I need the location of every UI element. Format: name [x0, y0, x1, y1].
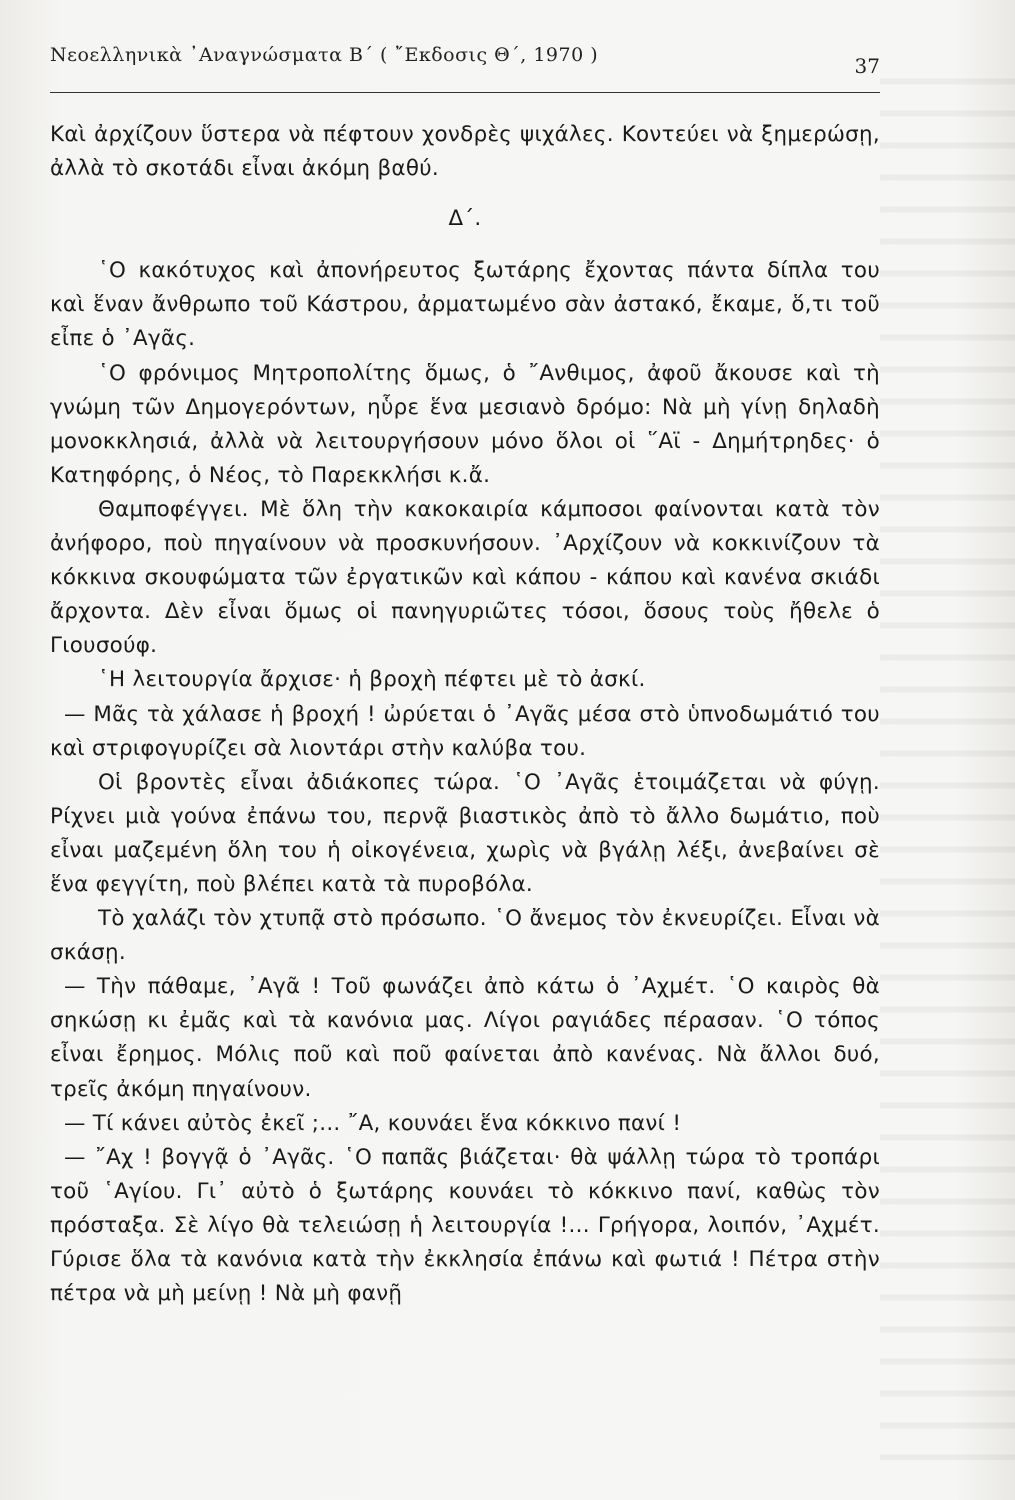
paragraph-3: ῾Ο φρόνιμος Μητροπολίτης ὅμως, ὁ ῎Ανθιμος, ἀφοῦ ἄκουσε καὶ τὴ γνώμη τῶν Δημογερόντων, ηὗρε ἕνα μεσιανὸ δρόμο: Νὰ μὴ γίνῃ δηλαδὴ μονοκκλησιά, ἀλλὰ νὰ λειτουργήσουν μόνο ὅλοι οἱ ῞Αϊ - Δημήτρηδες· ὁ Κατηφόρης, ὁ Νέος, τὸ Παρεκκλήσι κ.ἄ.: [50, 360, 880, 488]
show-through: [880, 60, 1015, 1460]
paragraph-10: — Τί κάνει αὐτὸς ἐκεῖ ;... ῎Α, κουνάει ἕνα κόκκινο πανί !: [64, 1110, 682, 1136]
header-rule: [50, 92, 880, 93]
paragraph-6: — Μᾶς τὰ χάλασε ἡ βροχή ! ὠρύεται ὁ ᾿Αγᾶς μέσα στὸ ὑπνοδωμάτιό του καὶ στριφογυρίζει σὰ λιοντάρι στὴν καλύβα του.: [50, 701, 880, 761]
paragraph-5: ῾Η λειτουργία ἄρχισε· ἡ βροχὴ πέφτει μὲ τὸ ἀσκί.: [98, 667, 646, 693]
page-header: [50, 44, 880, 84]
running-head: Νεοελληνικὰ ᾿Αναγνώσματα Β΄ ( ῎Εκδοσις Θ΄, 1970 ): [50, 44, 599, 66]
paragraph-4: Θαμποφέγγει. Μὲ ὅλη τὴν κακοκαιρία κάμποσοι φαίνονται κατὰ τὸν ἀνήφορο, ποὺ πηγαίνουν νὰ προσκυνήσουν. ᾿Αρχίζουν νὰ κοκκινίζουν τὰ κόκκινα σκουφώματα τῶν ἐργατικῶν καὶ κάπου - κάπου καὶ κανένα σκιάδι ἄρχοντα. Δὲν εἶναι ὅμως οἱ πανηγυριῶτες τόσοι, ὅσους τοὺς ἤθελε ὁ Γιουσούφ.: [50, 496, 880, 659]
paragraph-8: Τὸ χαλάζι τὸν χτυπᾷ στὸ πρόσωπο. ῾Ο ἄνεμος τὸν ἐκνευρίζει. Εἶναι νὰ σκάσῃ.: [50, 906, 880, 966]
paragraph-2: ῾Ο κακότυχος καὶ ἀπονήρευτος ξωτάρης ἔχοντας πάντα δίπλα του καὶ ἕναν ἄνθρωπο τοῦ Κάστρου, ἀρματωμένο σὰν ἀστακό, ἔκαμε, ὅ,τι τοῦ εἶπε ὁ ᾿Αγᾶς.: [50, 258, 880, 352]
paragraph-11: — ῎Αχ ! βογγᾷ ὁ ᾿Αγᾶς. ῾Ο παπᾶς βιάζεται· θὰ ψάλλῃ τώρα τὸ τροπάρι τοῦ ῾Αγίου. Γι᾿ αὐτὸ ὁ ξωτάρης κουνάει τὸ κόκκινο πανί, καθὼς τὸν πρόσταξα. Σὲ λίγο θὰ τελειώσῃ ἡ λειτουργία !... Γρήγορα, λοιπόν, ᾿Αχμέτ. Γύρισε ὅλα τὰ κανόνια κατὰ τὴν ἐκκλησία ἐπάνω καὶ φωτιά ! Πέτρα στὴν πέτρα νὰ μὴ μείνῃ ! Νὰ μὴ φανῇ: [50, 1144, 880, 1307]
paragraph-9: — Τὴν πάθαμε, ᾿Αγᾶ ! Τοῦ φωνάζει ἀπὸ κάτω ὁ ᾿Αχμέτ. ῾Ο καιρὸς θὰ σηκώσῃ κι ἐμᾶς καὶ τὰ κανόνια μας. Λίγοι ραγιάδες πέρασαν. ῾Ο τόπος εἶναι ἔρημος. Μόλις ποῦ καὶ ποῦ φαίνεται ἀπὸ κανένας. Νὰ ἄλλοι δυό, τρεῖς ἀκόμη πηγαίνουν.: [50, 974, 880, 1102]
body-text: [50, 118, 880, 1311]
page-number: 37: [854, 54, 880, 78]
section-heading: Δ΄.: [448, 206, 482, 232]
paragraph-7: Οἱ βροντὲς εἶναι ἀδιάκοπες τώρα. ῾Ο ᾿Αγᾶς ἑτοιμάζεται νὰ φύγῃ. Ρίχνει μιὰ γούνα ἐπάνω του, περνᾷ βιαστικὸς ἀπὸ τὸ ἄλλο δωμάτιο, ποὺ εἶναι μαζεμένη ὅλη του ἡ οἰκογένεια, χωρὶς νὰ βγάλῃ λέξι, ἀνεβαίνει σὲ ἕνα φεγγίτη, ποὺ βλέπει κατὰ τὰ πυροβόλα.: [50, 769, 880, 897]
paragraph-1: Καὶ ἀρχίζουν ὕστερα νὰ πέφτουν χονδρὲς ψιχάλες. Κοντεύει νὰ ξημερώσῃ, ἀλλὰ τὸ σκοτάδι εἶναι ἀκόμη βαθύ.: [50, 122, 880, 182]
